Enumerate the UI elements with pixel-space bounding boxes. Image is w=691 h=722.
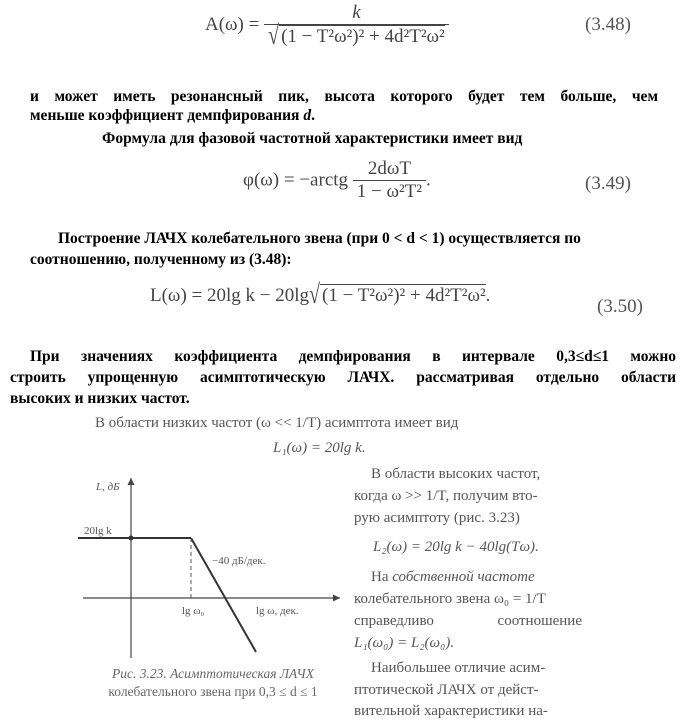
eq348-denominator: √ (1 − T²ω²)² + 4d²T²ω² [264, 24, 449, 48]
lachh-figure [78, 470, 348, 665]
own-freq-line2: колебательного звена ω₀ = 1/T [354, 591, 546, 607]
equation-3-48 [205, 2, 449, 51]
high-freq-line1: В области высоких частот, [371, 466, 541, 482]
y-axis-label: L, дБ [96, 481, 120, 493]
diff-line1: Наибольшее отличие асим- [371, 660, 546, 676]
para2-line1: Построение ЛАЧХ колебательного звена (при 0 < d < 1) осуществляется по [58, 230, 581, 247]
diff-line2: птотической ЛАЧХ от дейст- [354, 682, 539, 698]
low-freq-equation: L₁(ω) = 20lg k. [273, 440, 366, 456]
equation-3-49 [243, 158, 431, 203]
high-freq-line2: когда ω >> 1/T, получим вто- [354, 488, 538, 504]
eq348-radicand: (1 − T²ω²)² + 4d²T²ω² [281, 26, 445, 47]
para3-line3: высоких и низких частот. [10, 390, 190, 407]
equation-3-50: L(ω) = 20lg k − 20lg√ (1 − T²ω²)² + 4d²T²ω². [150, 279, 491, 310]
eq350-tail: . [485, 285, 491, 306]
own-freq-prefix: На [371, 569, 393, 585]
para1-line3: Формула для фазовой частотной характеристики имеет вид [102, 130, 523, 147]
eq348-numerator: k [352, 2, 361, 23]
eq348-number: (3.48) [585, 14, 631, 35]
figure-caption-line2: колебательного звена при 0,3 ≤ d ≤ 1 [108, 684, 318, 699]
level-dot [129, 536, 134, 541]
own-freq-equation: L₁(ω₀) = L₂(ω₀). [354, 635, 455, 651]
diff-line3: вительной характеристики на- [354, 703, 548, 719]
low-freq-line: В области низких частот (ω << 1/T) асимптота имеет вид [95, 415, 459, 431]
para3-line1: При значениях коэффициента демпфирования в интервале 0,3≤d≤1 можно [30, 348, 676, 365]
eq349-fraction [353, 158, 426, 203]
eq349-denominator: 1 − ω²T² [353, 180, 426, 203]
eq350-lhs: L(ω) = 20lg k − 20lg [150, 285, 310, 306]
w0-label: lg ω₀ [182, 605, 205, 617]
para1-line1: и может иметь резонансный пик, высота которого будет тем больше, чем [30, 88, 658, 105]
slope-label: −40 дБ/дек. [212, 555, 266, 567]
high-freq-line3: рую асимптоту (рис. 3.23) [354, 510, 520, 526]
own-freq-line3: справедливо соотношение [354, 613, 582, 629]
para1-line2-end: . [311, 107, 315, 124]
own-freq-line1 [371, 566, 535, 588]
para3-line2: строить упрощенную асимптотическую ЛАЧХ. рассматривая отдельно области [10, 369, 676, 386]
para2-line2: соотношению, полученному из (3.48): [30, 251, 292, 268]
para1-line2-text: меньше коэффициент демпфирования [30, 107, 304, 124]
eq349-number: (3.49) [585, 173, 631, 194]
eq349-tail: . [426, 169, 431, 191]
eq350-number: (3.50) [597, 296, 643, 317]
para1-d-symbol: d [303, 107, 312, 124]
eq348-fraction [264, 2, 449, 51]
own-freq-term: собственной частоте [392, 569, 535, 585]
eq349-lhs: φ(ω) = −arctg [243, 169, 349, 191]
eq349-numerator: 2dωT [367, 158, 411, 179]
eq348-lhs: A(ω) = [205, 14, 260, 35]
para1-line2 [30, 106, 315, 125]
x-axis-label: lg ω, дек. [256, 605, 299, 617]
high-freq-equation: L₂(ω) = 20lg k − 40lg(Tω). [373, 539, 539, 555]
figure-caption-line1: Рис. 3.23. Асимптотическая ЛАЧХ [112, 666, 314, 681]
level-label: 20lg k [84, 525, 112, 537]
eq350-radicand: (1 − T²ω²)² + 4d²T²ω² [322, 285, 486, 306]
